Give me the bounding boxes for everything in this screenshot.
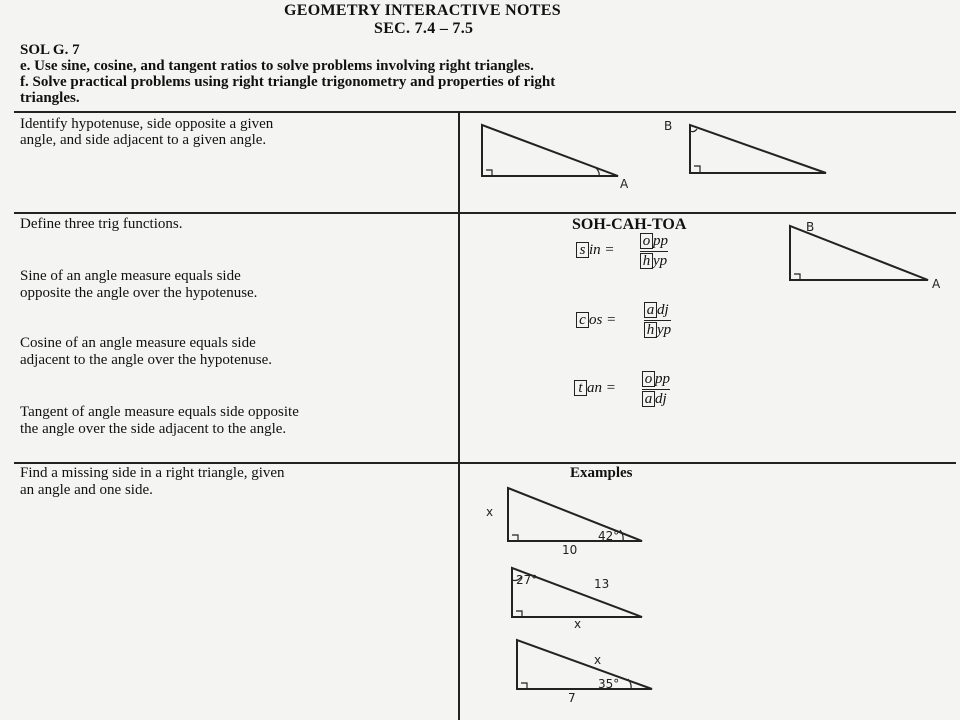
sol-item-e: e. Use sine, cosine, and tangent ratios to solve problems involving right triangles.: [20, 58, 534, 74]
row1-triangle-a: [482, 125, 618, 176]
row1-text-line1: Identify hypotenuse, side opposite a given: [20, 116, 274, 132]
define-heading: Define three trig functions.: [20, 216, 183, 232]
row1-triangle-b: [690, 125, 826, 173]
sine-definition-line2: opposite the angle over the hypotenuse.: [20, 285, 258, 301]
cos-blank-box: c: [576, 312, 589, 328]
sol-label: SOL G. 7: [20, 42, 80, 58]
cos-num-box: a: [644, 302, 657, 318]
cos-den-box: h: [644, 322, 657, 338]
sin-blank-box: s: [576, 242, 589, 258]
cos-lhs-rest: os =: [589, 312, 617, 328]
example1-base-label: 10: [562, 543, 578, 557]
examples-heading: Examples: [570, 465, 633, 481]
sin-lhs-rest: in =: [589, 242, 615, 258]
row2-label-b: B: [806, 220, 815, 234]
tan-den-rest: dj: [655, 391, 667, 407]
tan-blank-box: t: [574, 380, 587, 396]
tangent-definition-line1: Tangent of angle measure equals side opposite: [20, 404, 299, 420]
row1-text-line2: angle, and side adjacent to a given angle.: [20, 132, 267, 148]
sine-definition-line1: Sine of an angle measure equals side: [20, 268, 241, 284]
row3-text-line2: an angle and one side.: [20, 482, 153, 498]
row1-label-a: A: [620, 177, 629, 191]
row2-label-a: A: [932, 277, 941, 291]
example2-hypotenuse-label: 13: [594, 577, 610, 591]
tan-num-rest: pp: [655, 371, 670, 387]
tan-num-box: o: [642, 371, 655, 387]
tangent-definition-line2: the angle over the side adjacent to the angle.: [20, 421, 287, 437]
sin-num-rest: pp: [653, 233, 668, 249]
sin-den-rest: yp: [653, 253, 668, 269]
example1-side-x-label: x: [486, 505, 494, 519]
soh-cah-toa-heading: SOH-CAH-TOA: [572, 216, 687, 233]
tan-lhs-rest: an =: [587, 380, 616, 396]
example2-base-label: x: [574, 617, 582, 631]
cos-den-rest: yp: [657, 322, 672, 338]
cos-num-rest: dj: [657, 302, 669, 318]
example3-angle-label: 35°: [598, 677, 620, 691]
cosine-definition-line2: adjacent to the angle over the hypotenuse.: [20, 352, 272, 368]
example3-base-label: 7: [568, 691, 576, 705]
tan-den-box: a: [642, 391, 655, 407]
page-title: GEOMETRY INTERACTIVE NOTES: [284, 2, 561, 19]
sin-num-box: o: [640, 233, 653, 249]
row1-label-b: B: [664, 119, 673, 133]
row2-reference-triangle: [790, 226, 928, 280]
sol-item-f-line2: triangles.: [20, 90, 80, 106]
example1-angle-label: 42°: [598, 529, 620, 543]
example3-hypotenuse-label: x: [594, 653, 602, 667]
sin-den-box: h: [640, 253, 653, 269]
row3-text-line1: Find a missing side in a right triangle, given: [20, 465, 285, 481]
row1-angle-arc-b: [690, 129, 697, 132]
sol-item-f-line1: f. Solve practical problems using right triangle trigonometry and properties of right: [20, 74, 556, 90]
section-label: SEC. 7.4 – 7.5: [374, 20, 474, 37]
example1-angle-arc: [620, 530, 623, 541]
row1-right-angle-mark-b: [694, 166, 700, 173]
example3-triangle: [517, 640, 652, 689]
cosine-definition-line1: Cosine of an angle measure equals side: [20, 335, 256, 351]
example2-angle-label: 27°: [516, 573, 538, 587]
